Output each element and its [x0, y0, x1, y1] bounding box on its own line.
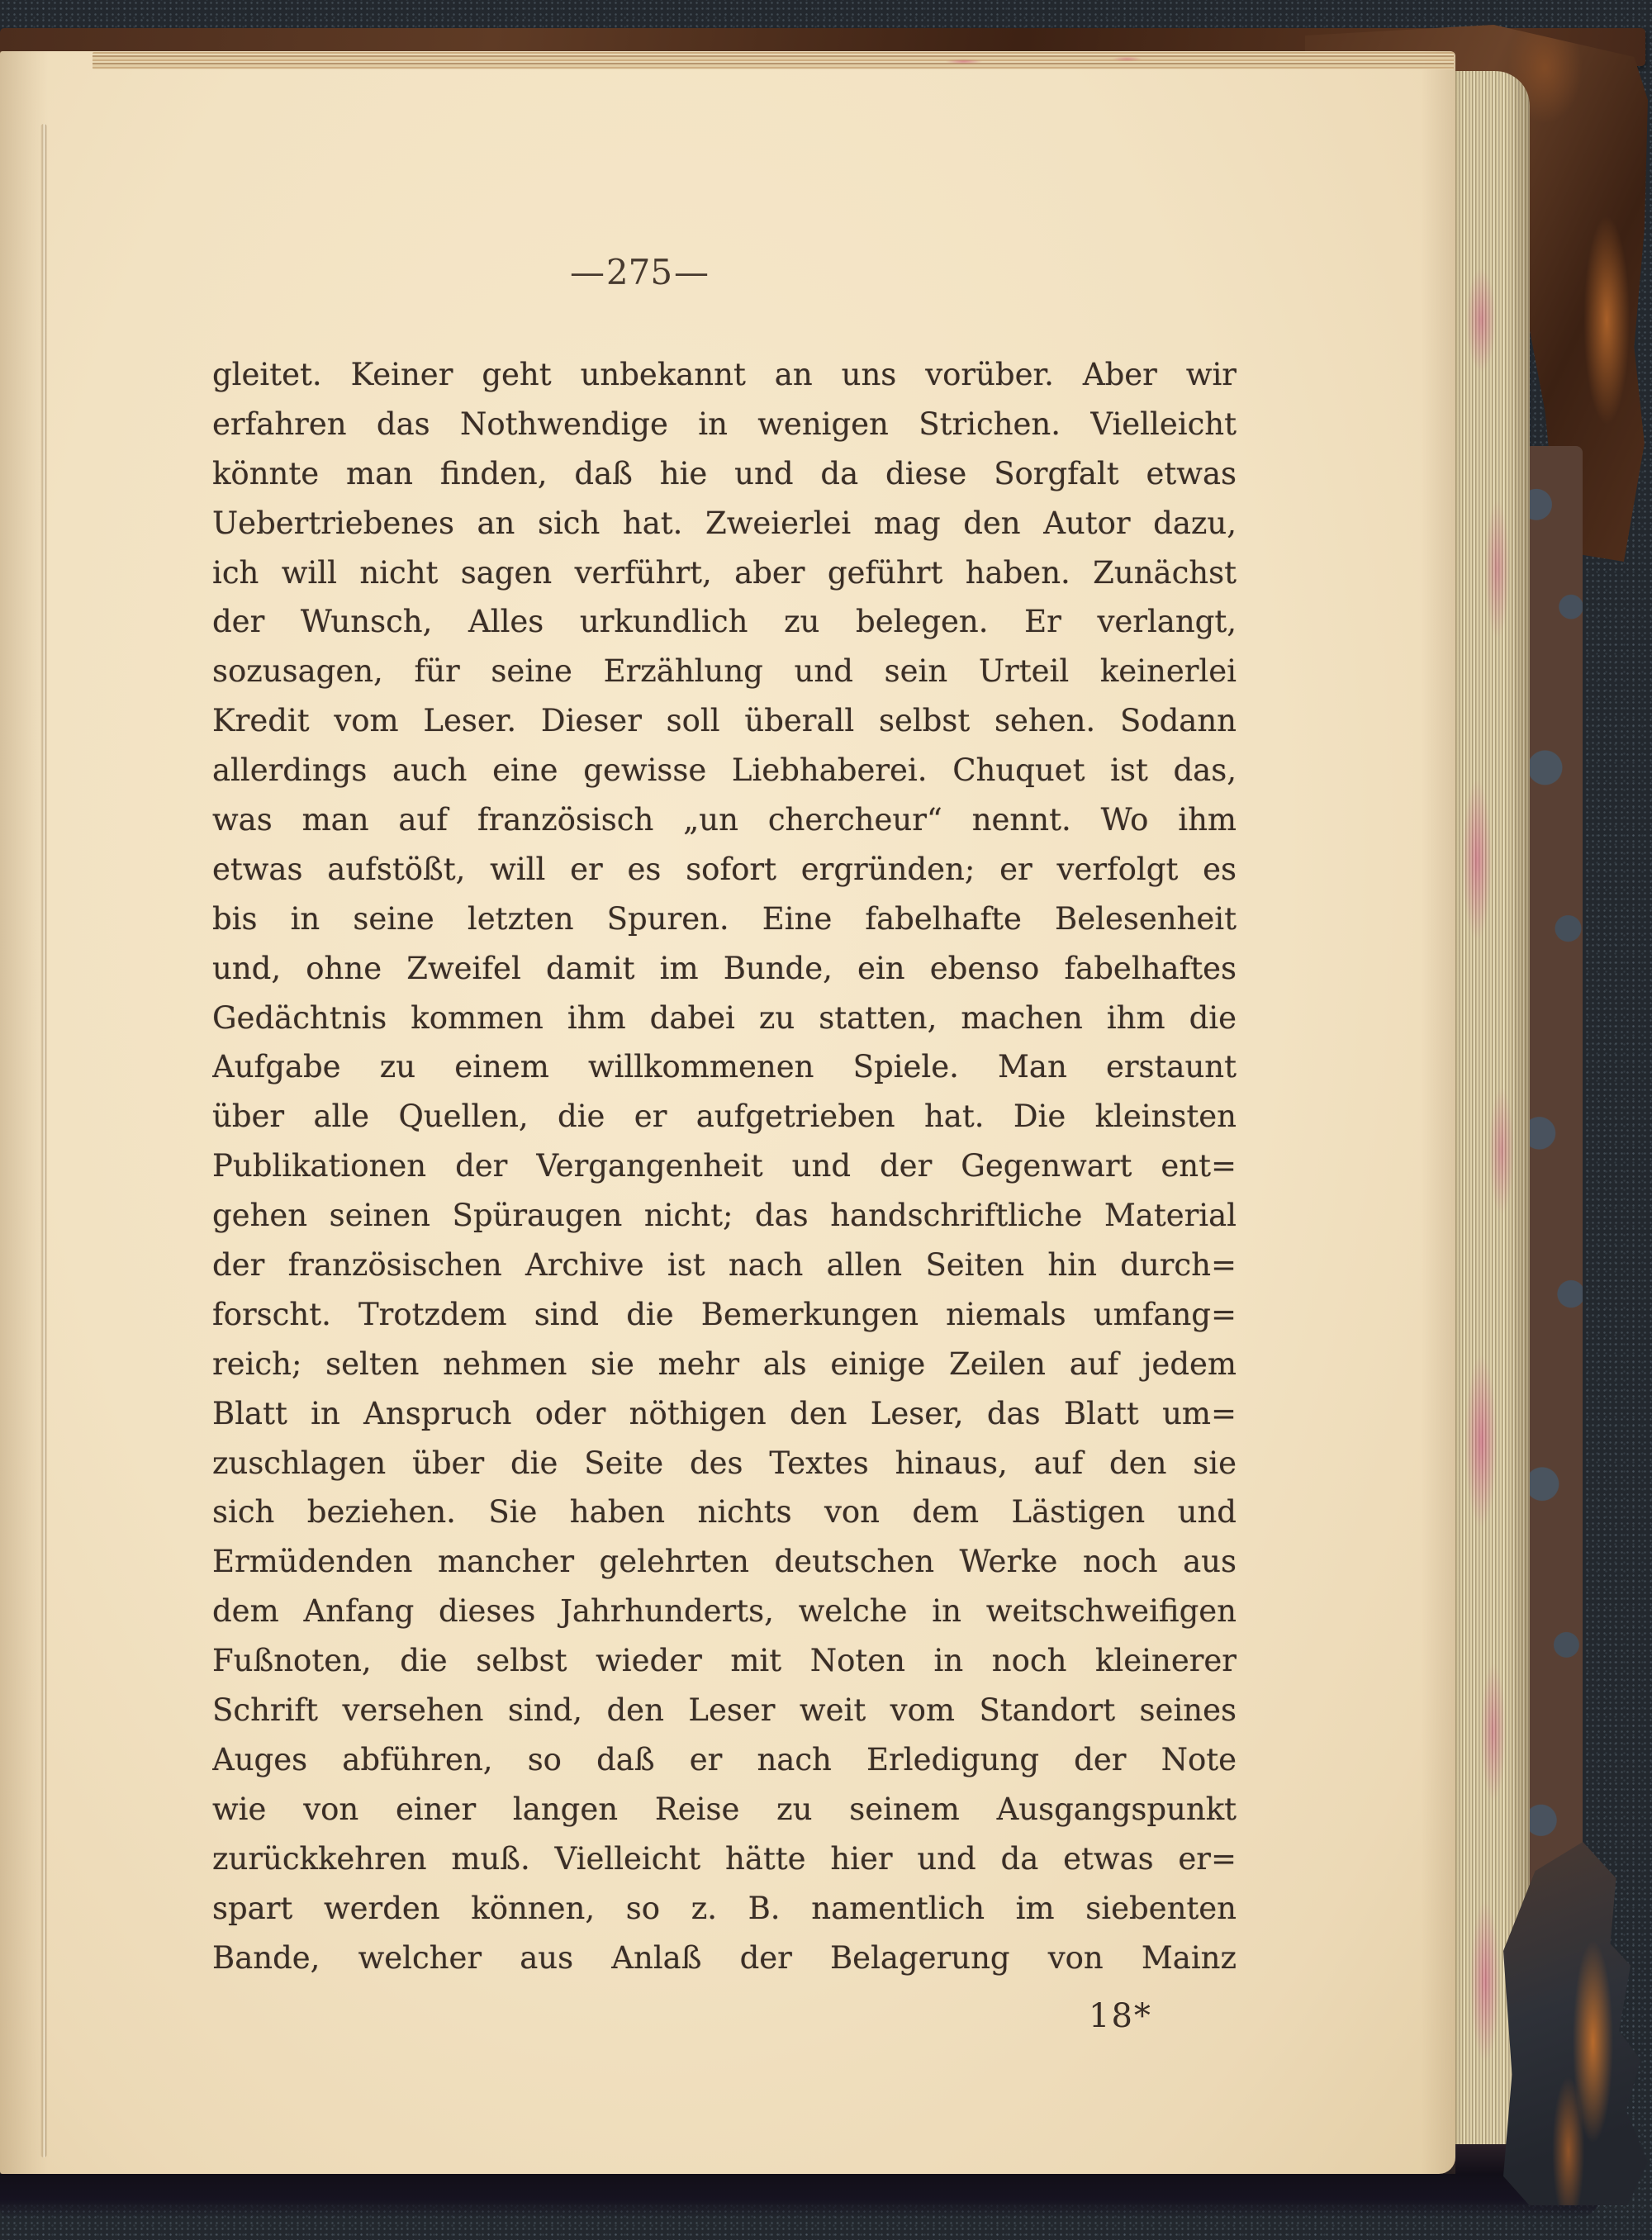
text-line: spart werden können, so z. B. namentlich im siebenten [212, 1890, 1237, 1926]
text-line: Gedächtnis kommen ihm dabei zu statten, machen ihm die [212, 999, 1237, 1036]
text-line: dem Anfang dieses Jahrhunderts, welche in weitschweifigen [212, 1593, 1237, 1630]
page-number: 275 [605, 252, 673, 292]
text-line: Auges abführen, so daß er nach Erledigung der Note [212, 1741, 1237, 1777]
page-number-header [570, 252, 709, 292]
text-line: Blatt in Anspruch oder nöthigen den Leser, das Blatt um= [212, 1395, 1237, 1431]
text-line: forscht. Trotzdem sind die Bemerkungen niemals umfang= [212, 1296, 1237, 1332]
text-line: reich; selten nehmen sie mehr als einige Zeilen auf jedem [212, 1345, 1237, 1382]
text-line: und, ohne Zweifel damit im Bunde, ein ebenso fabelhaftes [212, 950, 1237, 986]
text-line: allerdings auch eine gewisse Liebhaberei. Chuquet ist das, [212, 752, 1237, 789]
text-line: könnte man finden, daß hie und da diese Sorgfalt etwas [212, 455, 1237, 491]
text-line: Fußnoten, die selbst wieder mit Noten in noch kleinerer [212, 1643, 1237, 1679]
body-text [212, 350, 1237, 1982]
text-line: Bande, welcher aus Anlaß der Belagerung von Mainz [212, 1939, 1237, 1976]
text-line: Publikationen der Vergangenheit und der Gegenwart ent= [212, 1148, 1237, 1184]
signature-mark: 18* [1089, 1997, 1152, 2035]
text-line: Ermüdenden mancher gelehrten deutschen Werke noch aus [212, 1544, 1237, 1580]
text-line: was man auf französisch „un chercheur“ nennt. Wo ihm [212, 802, 1237, 838]
header-dash-right: — [673, 252, 709, 292]
text-line: gehen seinen Spüraugen nicht; das handschriftliche Material [212, 1198, 1237, 1234]
text-line: etwas aufstößt, will er es sofort ergründen; er verfolgt es [212, 851, 1237, 887]
text-line: sozusagen, für seine Erzählung und sein Urteil keinerlei [212, 653, 1237, 690]
text-line: bis in seine letzten Spuren. Eine fabelhafte Belesenheit [212, 900, 1237, 937]
text-line: ich will nicht sagen verführt, aber geführt haben. Zunächst [212, 554, 1237, 591]
text-line: Schrift versehen sind, den Leser weit vom Standort seines [212, 1692, 1237, 1729]
text-line: zurückkehren muß. Vielleicht hätte hier und da etwas er= [212, 1840, 1237, 1877]
text-line: der Wunsch, Alles urkundlich zu belegen. Er verlangt, [212, 604, 1237, 640]
text-line: Kredit vom Leser. Dieser soll überall selbst sehen. Sodann [212, 703, 1237, 739]
header-dash-left: — [570, 252, 605, 292]
leather-corner-bottom-right [1503, 1842, 1648, 2205]
text-line: wie von einer langen Reise zu seinem Ausgangspunkt [212, 1791, 1237, 1827]
marbled-board-edge [1525, 446, 1583, 1908]
text-line: Uebertriebenes an sich hat. Zweierlei mag den Autor dazu, [212, 505, 1237, 541]
text-line: gleitet. Keiner geht unbekannt an uns vorüber. Aber wir [212, 357, 1237, 392]
text-line: über alle Quellen, die er aufgetrieben hat. Die kleinsten [212, 1099, 1237, 1135]
text-line: der französischen Archive ist nach allen Seiten hin durch= [212, 1247, 1237, 1284]
book-page [0, 51, 1455, 2174]
text-line: zuschlagen über die Seite des Textes hinaus, auf den sie [212, 1445, 1237, 1481]
gutter-crease [40, 124, 47, 2157]
text-line: Aufgabe zu einem willkommenen Spiele. Man erstaunt [212, 1049, 1237, 1085]
page-fore-edge [1449, 71, 1530, 2147]
text-line: erfahren das Nothwendige in wenigen Strichen. Vielleicht [212, 406, 1237, 442]
page-top-edges [93, 52, 1454, 69]
text-line: sich beziehen. Sie haben nichts von dem Lästigen und [212, 1494, 1237, 1531]
